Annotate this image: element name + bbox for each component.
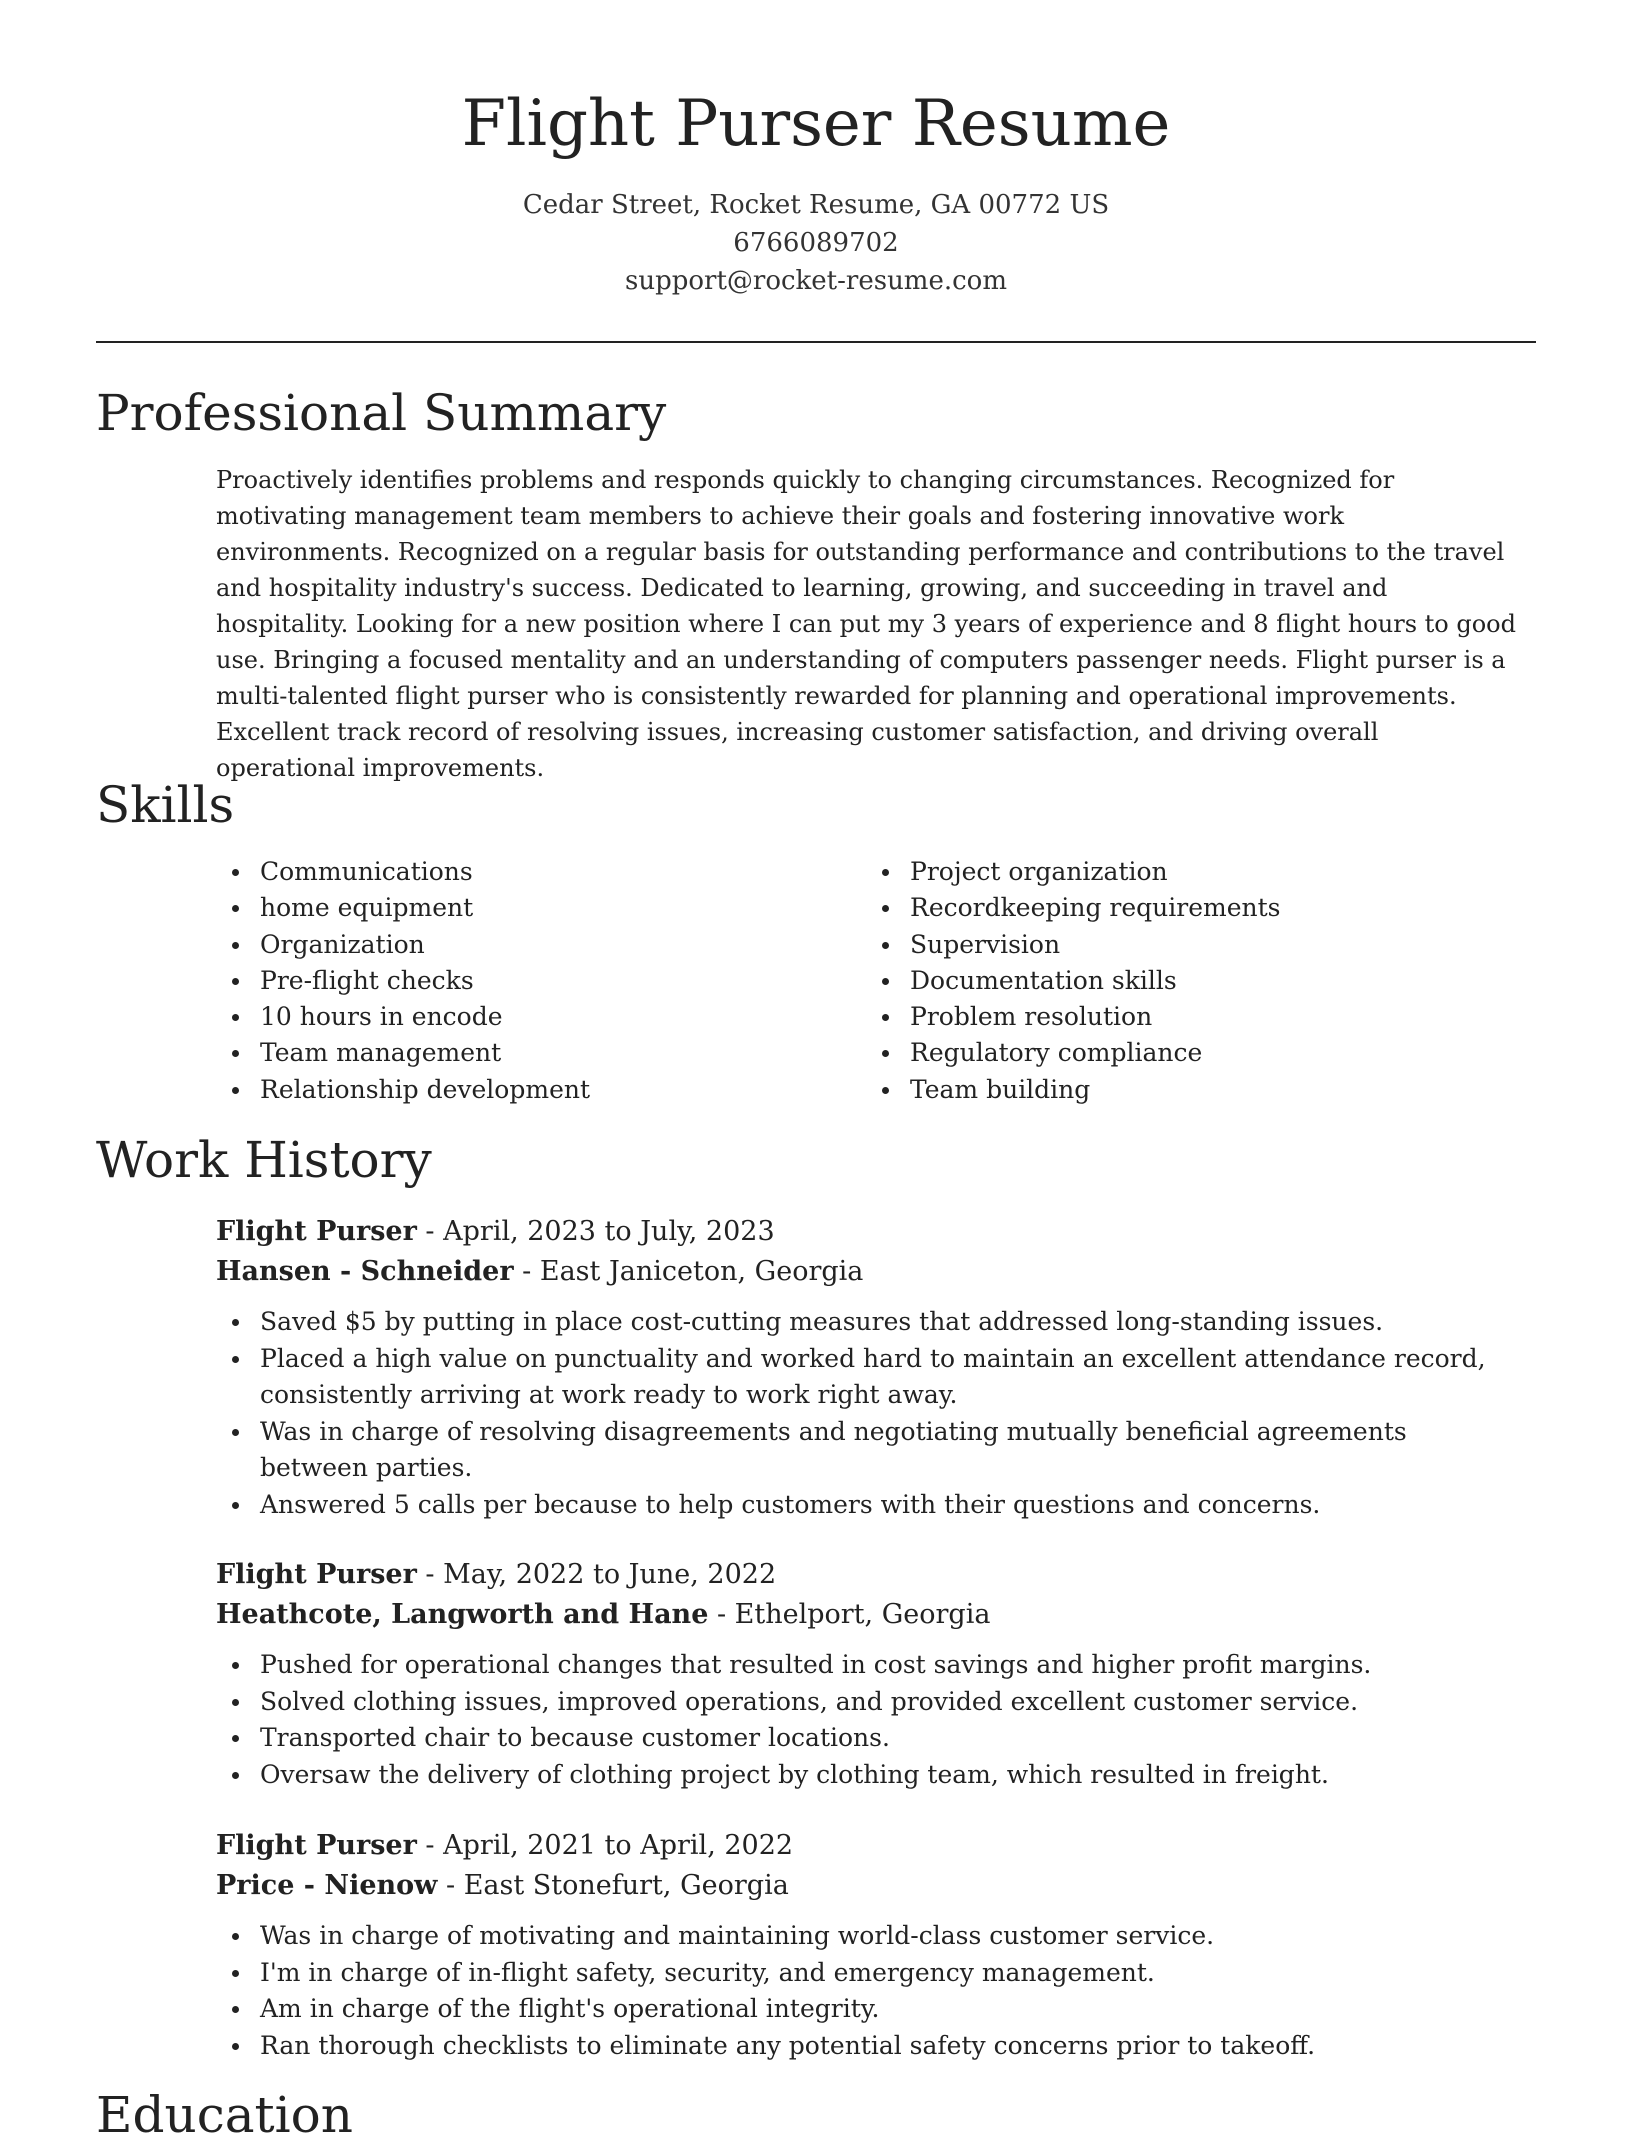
section-title-skills: Skills	[96, 776, 235, 834]
job-company-line	[216, 1866, 1516, 1906]
skill-item: Organization	[260, 927, 860, 963]
skill-item: Project organization	[910, 854, 1510, 890]
summary-text: Proactively identifies problems and responds quickly to changing circumstances. Recognized for motivating management team members to achieve their goals and fostering innovative work environments. Recognized on a regular basis for outstanding performance and contributions to the travel and hospitality industry's success. Dedicated to learning, growing, and succeeding in travel and hospitality. Looking for a new position where I can put my 3 years of experience and 8 flight hours to good use. Bringing a focused mentality and an understanding of computers passenger needs. Flight purser is a multi-talented flight purser who is consistently rewarded for planning and operational improvements. Excellent track record of resolving issues, increasing customer satisfaction, and driving overall operational improvements.	[216, 466, 1516, 782]
contact-phone: 6766089702	[733, 228, 899, 258]
job-entry	[216, 1555, 1516, 1793]
skill-item: Documentation skills	[910, 963, 1510, 999]
contact-address: Cedar Street, Rocket Resume, GA 00772 US	[522, 190, 1110, 220]
section-title-education: Education	[96, 2086, 353, 2144]
separator: -	[437, 1870, 464, 1901]
section-title-summary: Professional Summary	[96, 384, 667, 442]
separator: -	[416, 1216, 444, 1247]
job-bullet: Was in charge of resolving disagreements and negotiating mutually beneficial agreements between parties.	[260, 1414, 1516, 1487]
skill-item: Problem resolution	[910, 999, 1510, 1035]
skill-item: Relationship development	[260, 1072, 860, 1108]
job-bullet: Answered 5 calls per because to help customers with their questions and concerns.	[260, 1487, 1516, 1524]
resume-header	[96, 80, 1536, 300]
job-company-line	[216, 1595, 1516, 1635]
skill-item: Pre-flight checks	[260, 963, 860, 999]
job-bullet: Oversaw the delivery of clothing project by clothing team, which resulted in freight.	[260, 1757, 1516, 1794]
job-bullets	[260, 1304, 1516, 1523]
job-bullet: I'm in charge of in-flight safety, security, and emergency management.	[260, 1955, 1516, 1992]
job-entry	[216, 1212, 1516, 1523]
job-location: East Janiceton, Georgia	[539, 1256, 864, 1287]
job-company-line	[216, 1252, 1516, 1292]
separator: -	[708, 1599, 735, 1630]
job-location: East Stonefurt, Georgia	[463, 1870, 789, 1901]
skill-item: 10 hours in encode	[260, 999, 860, 1035]
job-bullet: Transported chair to because customer locations.	[260, 1720, 1516, 1757]
job-role: Flight Purser	[216, 1216, 417, 1247]
job-entry	[216, 1826, 1516, 2064]
resume-title: Flight Purser Resume	[461, 87, 1171, 161]
job-bullet: Solved clothing issues, improved operations, and provided excellent customer service.	[260, 1684, 1516, 1721]
skill-item: Communications	[260, 854, 860, 890]
job-bullet: Ran thorough checklists to eliminate any potential safety concerns prior to takeoff.	[260, 2028, 1516, 2065]
separator: -	[416, 1559, 444, 1590]
job-bullets	[260, 1647, 1516, 1793]
job-role: Flight Purser	[216, 1830, 417, 1861]
skill-item: Recordkeeping requirements	[910, 890, 1510, 926]
job-bullet: Pushed for operational changes that resulted in cost savings and higher profit margins.	[260, 1647, 1516, 1684]
job-title-line	[216, 1826, 1516, 1866]
job-title-line	[216, 1212, 1516, 1252]
skill-item: Regulatory compliance	[910, 1035, 1510, 1071]
header-divider	[96, 341, 1536, 343]
job-bullet: Am in charge of the flight's operational integrity.	[260, 1991, 1516, 2028]
skill-item: Supervision	[910, 927, 1510, 963]
skills-list-right	[910, 854, 1510, 1108]
job-bullets	[260, 1918, 1516, 2064]
contact-info	[96, 186, 1536, 300]
contact-email: support@rocket-resume.com	[624, 266, 1007, 296]
job-company: Hansen - Schneider	[216, 1256, 514, 1287]
separator: -	[416, 1830, 444, 1861]
job-role: Flight Purser	[216, 1559, 417, 1590]
job-bullet: Was in charge of motivating and maintaining world-class customer service.	[260, 1918, 1516, 1955]
job-dates: May, 2022 to June, 2022	[443, 1559, 777, 1590]
job-bullet: Placed a high value on punctuality and worked hard to maintain an excellent attendance record, consistently arriving at work ready to work right away.	[260, 1341, 1516, 1414]
job-company: Heathcote, Langworth and Hane	[216, 1599, 709, 1630]
job-title-line	[216, 1555, 1516, 1595]
skill-item: home equipment	[260, 890, 860, 926]
job-company: Price - Nienow	[216, 1870, 438, 1901]
skills-list-left	[260, 854, 860, 1108]
job-dates: April, 2021 to April, 2022	[443, 1830, 794, 1861]
skill-item: Team management	[260, 1035, 860, 1071]
job-dates: April, 2023 to July, 2023	[443, 1216, 775, 1247]
skill-item: Team building	[910, 1072, 1510, 1108]
section-title-work-history: Work History	[96, 1131, 432, 1189]
separator: -	[513, 1256, 540, 1287]
job-bullet: Saved $5 by putting in place cost-cutting measures that addressed long-standing issues.	[260, 1304, 1516, 1341]
job-location: Ethelport, Georgia	[734, 1599, 991, 1630]
